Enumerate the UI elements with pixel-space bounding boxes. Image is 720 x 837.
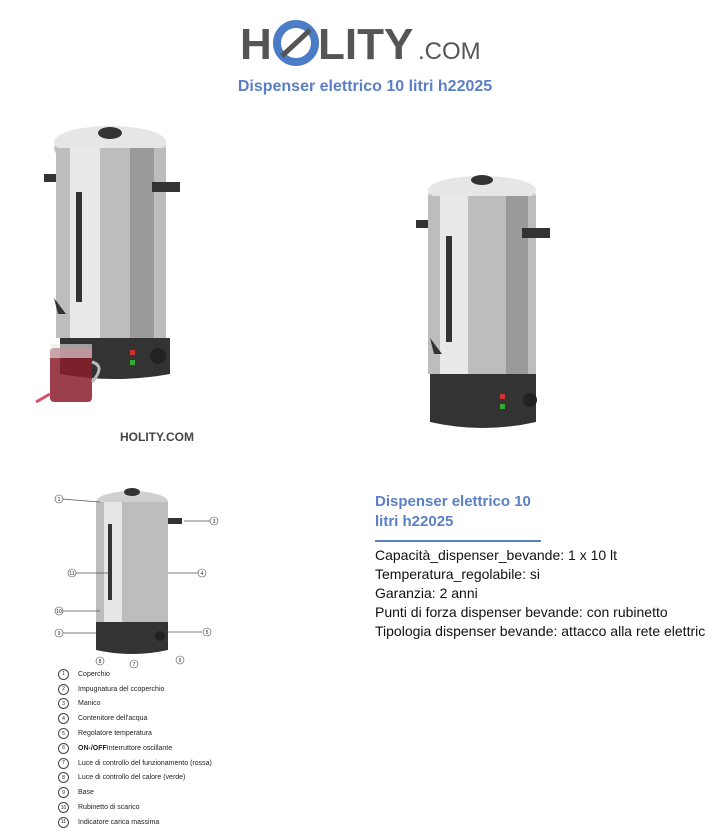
- legend-text: Manico: [78, 700, 101, 708]
- legend-number: 4: [58, 713, 69, 724]
- logo-suffix: .COM: [418, 38, 481, 65]
- spec-item: Garanzia: 2 anni: [375, 585, 478, 601]
- legend-item: [58, 756, 288, 771]
- legend-text: Regolatore temperatura: [78, 730, 152, 738]
- callout-3: 3: [212, 519, 216, 525]
- product-photo: [408, 170, 558, 440]
- callout-11: 11: [69, 571, 75, 577]
- svg-text:LITY: LITY: [318, 20, 414, 69]
- legend-text: Impugnatura del ccoperchio: [78, 685, 165, 693]
- spec-list: [375, 546, 705, 641]
- svg-text:H: H: [240, 20, 272, 69]
- legend-text: Luce di controllo del funzionamento (rossa): [78, 759, 212, 767]
- callout-4: 4: [200, 571, 204, 577]
- legend-text: Interruttore oscillante: [106, 744, 173, 752]
- legend-number: 7: [58, 758, 69, 769]
- legend-item: [58, 815, 288, 830]
- legend-number: 5: [58, 728, 69, 739]
- legend-number: 9: [58, 787, 69, 798]
- legend-text: Contenitore dell'acqua: [78, 715, 148, 723]
- legend-item: [58, 726, 288, 741]
- legend-item: [58, 771, 288, 786]
- parts-legend: [58, 667, 288, 830]
- legend-text: Indicatore carica massima: [78, 818, 160, 826]
- callout-1: 1: [57, 497, 61, 503]
- legend-item: [58, 800, 288, 815]
- legend-item: [58, 697, 288, 712]
- legend-text: Coperchio: [78, 670, 110, 678]
- spec-item: Tipologia dispenser bevande: attacco alla rete elettric: [375, 623, 706, 639]
- product-title-line1: Dispenser elettrico 10: [375, 493, 531, 510]
- legend-item: [58, 711, 288, 726]
- small-logo: HOLITY.COM: [120, 430, 194, 444]
- spec-item: Capacità_dispenser_bevande: 1 x 10 lt: [375, 547, 618, 563]
- holity-logo[interactable]: [0, 12, 720, 72]
- product-title-line2: litri h22025: [375, 513, 454, 530]
- legend-item: [58, 667, 288, 682]
- legend-text: Rubinetto di scarico: [78, 804, 140, 812]
- legend-number: 8: [58, 772, 69, 783]
- product-photo-with-glass: [30, 118, 220, 438]
- spec-item: Temperatura_regolabile: si: [375, 566, 540, 582]
- callout-10: 10: [56, 609, 62, 615]
- legend-number: 1: [58, 669, 69, 680]
- callout-6: 6: [178, 658, 182, 664]
- legend-text: Luce di controllo del calore (verde): [78, 774, 186, 782]
- legend-text: Base: [78, 789, 94, 797]
- page-subtitle: Dispenser elettrico 10 litri h22025: [237, 78, 493, 95]
- legend-number: 2: [58, 684, 69, 695]
- legend-number: 6: [58, 743, 69, 754]
- callout-7: 7: [132, 662, 136, 668]
- title-divider: [375, 540, 541, 542]
- legend-item: [58, 682, 288, 697]
- callout-8: 8: [98, 659, 102, 665]
- spec-item: Punti di forza dispenser bevande: con rubinetto: [375, 604, 668, 620]
- legend-bold: ON-/OFF: [78, 744, 107, 752]
- legend-number: 11: [58, 817, 69, 828]
- legend-item: [58, 741, 288, 756]
- legend-number: 3: [58, 698, 69, 709]
- legend-item: [58, 785, 288, 800]
- callout-5: 5: [205, 630, 209, 636]
- product-title: [375, 492, 565, 532]
- parts-diagram: [50, 480, 240, 670]
- legend-number: 10: [58, 802, 69, 813]
- callout-9: 9: [57, 631, 61, 637]
